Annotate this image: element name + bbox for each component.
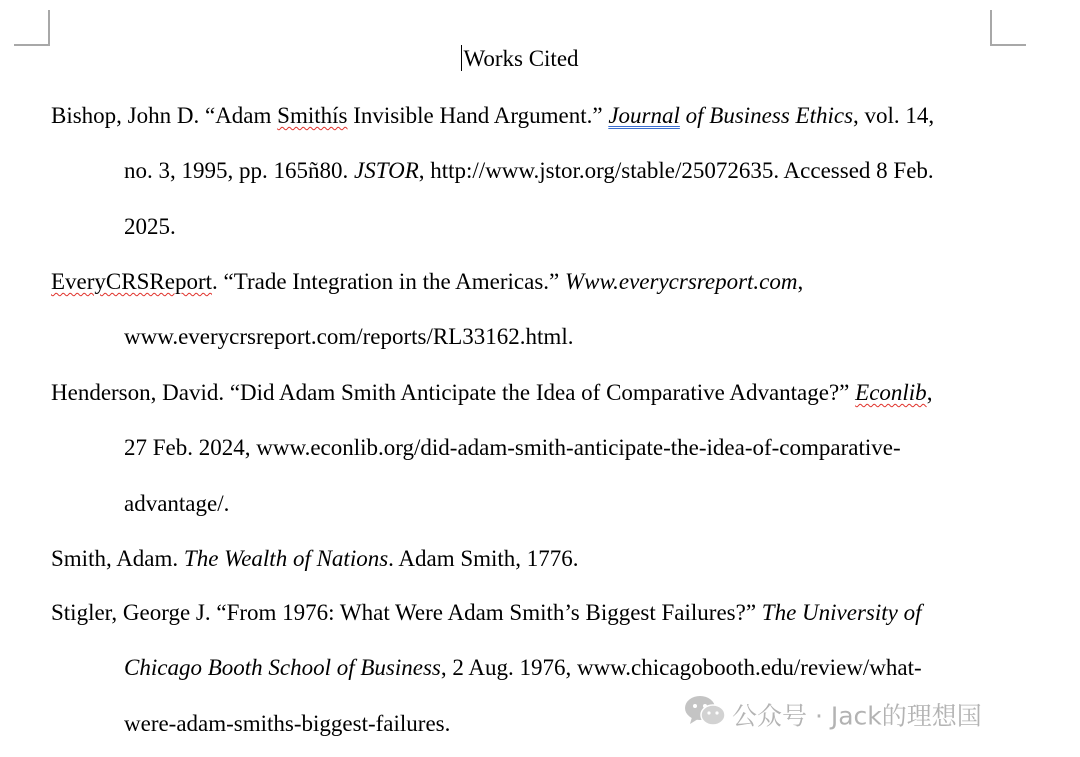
citation-bishop[interactable] xyxy=(51,88,1011,254)
citation-line: www.everycrsreport.com/reports/RL33162.html. xyxy=(124,324,574,350)
wechat-icon xyxy=(684,695,726,736)
citation-line: 2025. xyxy=(124,213,176,239)
citation-henderson[interactable] xyxy=(51,365,1011,531)
grammar-flag[interactable]: Journal xyxy=(608,103,680,128)
spelling-error[interactable]: EveryCRSReport xyxy=(51,269,212,294)
citation-everycrsreport[interactable] xyxy=(51,254,1011,365)
spelling-error[interactable]: Smithís xyxy=(277,103,348,128)
citation-line: EveryCRSReport. “Trade Integration in the Americas.” Www.everycrsreport.com, xyxy=(51,269,804,294)
citation-line: Stigler, George J. “From 1976: What Were Adam Smith’s Biggest Failures?” The University of xyxy=(51,600,922,625)
citation-smith[interactable] xyxy=(51,531,1011,586)
citation-line: no. 3, 1995, pp. 165ñ80. JSTOR, http://www.jstor.org/stable/25072635. Accessed 8 Feb. xyxy=(124,158,934,184)
citation-line: 27 Feb. 2024, www.econlib.org/did-adam-smith-anticipate-the-idea-of-comparative- xyxy=(124,435,901,461)
citation-line: Smith, Adam. The Wealth of Nations. Adam Smith, 1776. xyxy=(51,546,579,571)
crop-mark-top-left xyxy=(14,10,50,46)
crop-mark-top-right xyxy=(990,10,1026,46)
spelling-error[interactable]: Econlib xyxy=(855,380,927,405)
citation-line: were-adam-smiths-biggest-failures. xyxy=(124,710,451,736)
citation-line: Henderson, David. “Did Adam Smith Anticipate the Idea of Comparative Advantage?” Econlib, xyxy=(51,380,933,405)
watermark-text: 公众号 · Jack的理想国 xyxy=(732,701,982,731)
watermark xyxy=(684,697,1054,731)
citation-line: advantage/. xyxy=(124,490,230,516)
citation-line: Bishop, John D. “Adam Smithís Invisible Hand Argument.” Journal of Business Ethics, vol. 14, xyxy=(51,103,935,128)
page-title xyxy=(0,42,1040,76)
citation-line: Chicago Booth School of Business, 2 Aug. 1976, www.chicagobooth.edu/review/what- xyxy=(124,655,922,681)
works-cited-heading: Works Cited xyxy=(463,46,579,71)
